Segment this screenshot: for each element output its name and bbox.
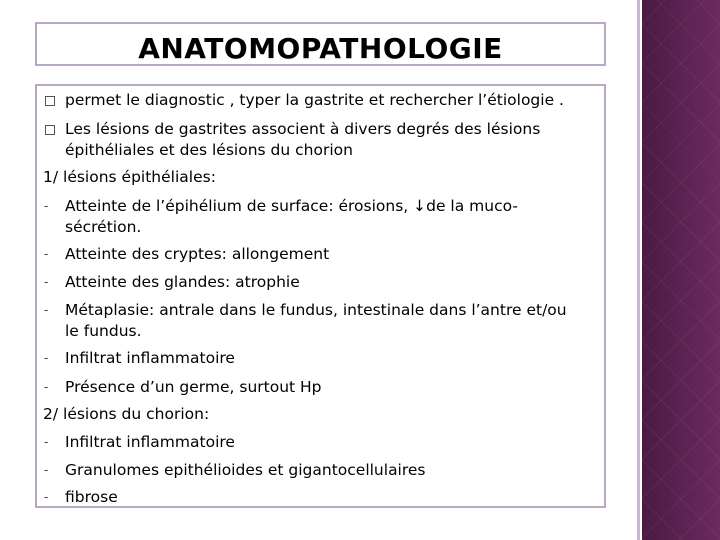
- dash-bullet: -: [44, 490, 49, 504]
- page-title: ANATOMOPATHOLOGIE: [138, 32, 503, 65]
- title-frame: [35, 22, 606, 66]
- dash-bullet: -: [44, 380, 49, 394]
- dash-bullet: -: [44, 275, 49, 289]
- sidebar-divider: [637, 0, 640, 540]
- section-heading: 1/ lésions épithéliales:: [43, 168, 216, 186]
- decorative-sidebar: [642, 0, 720, 540]
- checkbox-bullet-icon: [45, 125, 55, 135]
- list-item: fibrose: [65, 488, 118, 506]
- dash-bullet: -: [44, 463, 49, 477]
- bullet-text-continued: épithéliales et des lésions du chorion: [65, 141, 353, 159]
- dash-bullet: -: [44, 199, 49, 213]
- section-heading: 2/ lésions du chorion:: [43, 405, 210, 423]
- list-item-continued: le fundus.: [65, 322, 142, 340]
- list-item: Présence d’un germe, surtout Hp: [65, 378, 322, 396]
- bullet-text: permet le diagnostic , typer la gastrite et rechercher l’étiologie .: [65, 91, 564, 109]
- list-item: Infiltrat inflammatoire: [65, 433, 235, 451]
- list-item-continued: sécrétion.: [65, 218, 142, 236]
- dash-bullet: -: [44, 435, 49, 449]
- list-item: Granulomes epithélioides et gigantocellulaires: [65, 461, 426, 479]
- list-item: Métaplasie: antrale dans le fundus, intestinale dans l’antre et/ou: [65, 301, 567, 319]
- dash-bullet: -: [44, 351, 49, 365]
- list-item: Atteinte des glandes: atrophie: [65, 273, 300, 291]
- dash-bullet: -: [44, 303, 49, 317]
- bullet-text: Les lésions de gastrites associent à divers degrés des lésions: [65, 120, 541, 138]
- dash-bullet: -: [44, 247, 49, 261]
- list-item: Infiltrat inflammatoire: [65, 349, 235, 367]
- list-item: Atteinte des cryptes: allongement: [65, 245, 330, 263]
- list-item: Atteinte de l’épihélium de surface: érosions, ↓de la muco-: [65, 197, 518, 215]
- checkbox-bullet-icon: [45, 96, 55, 106]
